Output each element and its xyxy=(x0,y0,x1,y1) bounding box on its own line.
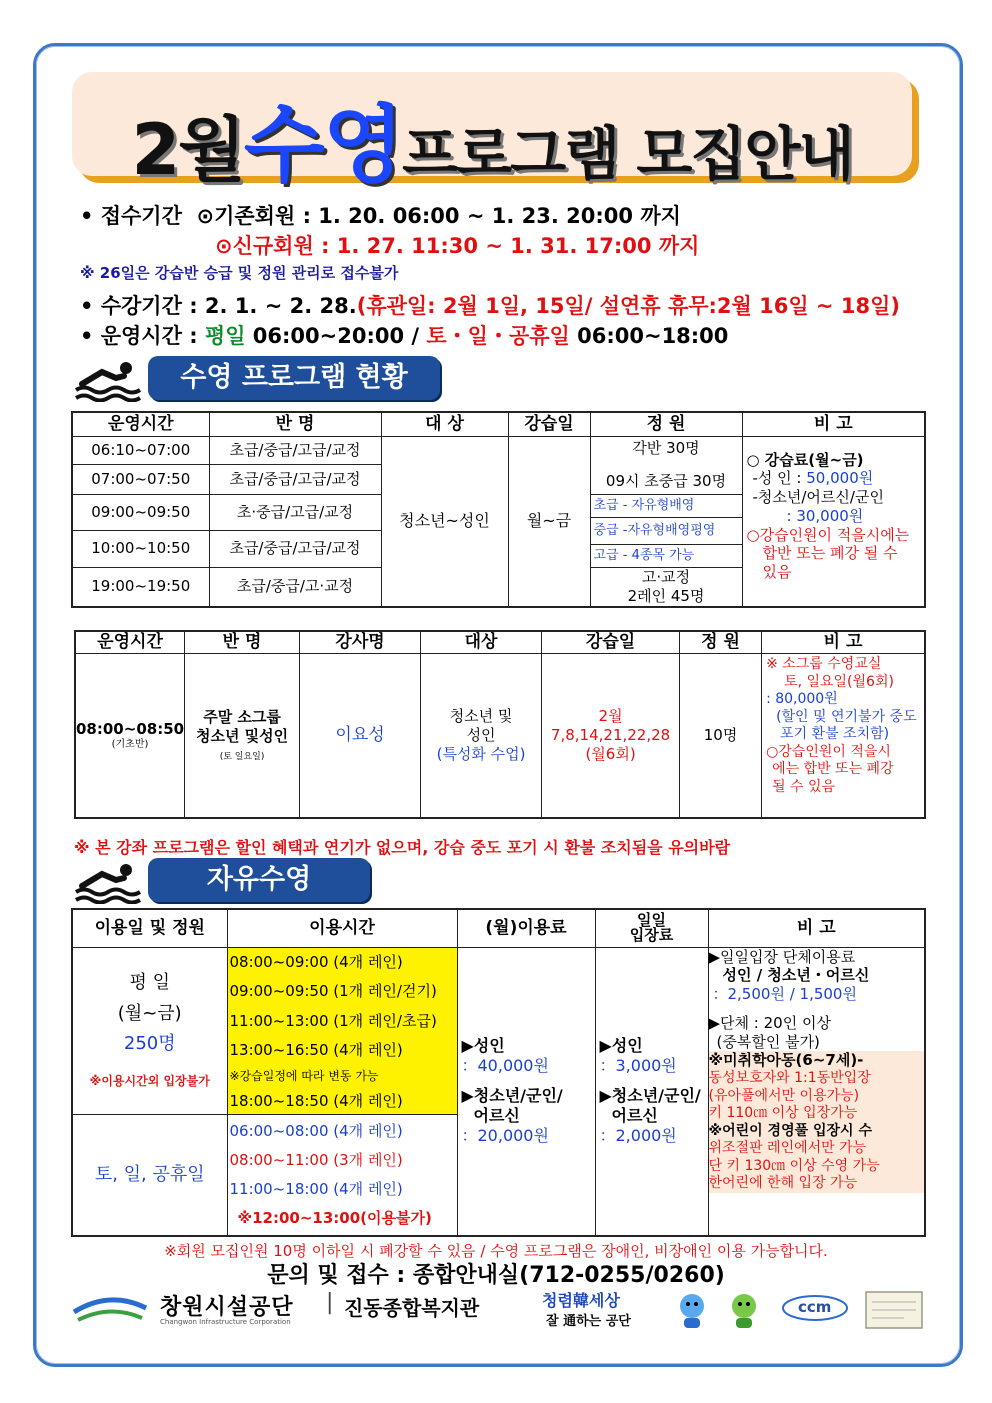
footer-note: ※회원 모집인원 10명 이하일 시 폐강할 수 있음 / 수영 프로그램은 장애인, 비장애인 이용 가능합니다. xyxy=(164,1242,828,1260)
col-target: 대 상 xyxy=(381,412,508,436)
capacity-bottom: 고·교정 2레인 45명 xyxy=(590,567,742,607)
program-table: 운영시간 반 명 대 상 강습일 정 원 비 고 06:10~07:00 초급/중급/고급/교정 청소년~성인 월~금 각반 30명 09시 초중급 30명 ○ 강습료(월~금) -성 인 : 50,000원 -청소년/어르신/군인 : 30,000원 ○강습인원이 적을시에는 합반 또는 폐강 될 수 있음 07:00~07:50 초급/중급/고급/교정 09:00~09:50 초·중급/고급/교정 초급 - 자유형배영 중급 -자유형배영평영 고급 - 4종목 가능 10:00~10:50 초급/중급/고급/교정 19:00~19:50 초급/중급/고·교정 고·교정 2레인 45명 xyxy=(71,411,926,608)
table-row: 07:00~07:50 xyxy=(72,464,209,494)
mascot-green-icon xyxy=(722,1290,766,1330)
monthly-fee: ▶성인 ：40,000원 ▶청소년/군인/ 어르신 ：20,000원 xyxy=(457,947,595,1236)
weekday-cell: 평 일 (월~금) 250명 ※이용시간외 입장불가 xyxy=(72,947,227,1114)
certificate-icon xyxy=(864,1290,924,1330)
section-free-swim: 자유수영 xyxy=(148,858,370,902)
weekend-note: ※ 소그룹 수영교실 토, 일요일(월6회) : 80,000원 (할인 및 연기불가 중도 포기 환불 조치함) ○강습인원이 적을시 에는 합반 또는 폐강 될 수 있음 xyxy=(762,654,925,818)
table-row: 06:10~07:00 xyxy=(72,436,209,464)
col-note: 비 고 xyxy=(742,412,925,436)
capacity-top: 각반 30명 09시 초중급 30명 xyxy=(590,436,742,494)
slogan-sub: 잘 通하는 공단 xyxy=(546,1314,631,1329)
program-note: ○ 강습료(월~금) -성 인 : 50,000원 -청소년/어르신/군인 : 30,000원 ○강습인원이 적을시에는 합반 또는 폐강 될 수 있음 xyxy=(742,436,925,607)
weekend-target: 청소년 및 성인 (특성화 수업) xyxy=(421,654,542,818)
title-banner xyxy=(72,72,912,194)
table-row: 09:00~09:50 xyxy=(72,494,209,531)
days-cell: 월~금 xyxy=(508,436,590,607)
section-program-status: 수영 프로그램 현황 xyxy=(148,356,440,400)
free-swim-table: 이용일 및 정원 이용시간 (월)이용료 일일 입장료 비 고 평 일 (월~금) 250명 ※이용시간외 입장불가 08:00~09:00 (4개 레인) 09:00~09:50 (1개 레인/걷기) 11:00~13:00 (1개 레인/초급) 13:00~16:50 (4개 레인) ※강습일정에 따라 변동 가능 18:00~18:50 (4개 레인) ▶성인 ：40,000원 ▶청소년/군인/ 어르신 ：20,000원 ▶성인 ：3,000원 ▶청소년/군인/ 어르신 ：2,000원 ▶일일입장 단체이용료 성인 / 청소년・어르신 ：2,500원 / 1,500원 ▶단체 : 20인 이상 (중복할인 불가) ※미취학아동(6~7세)- 동성보호자와 1:1동반입장 (유아풀에서만 이용가능) 키 110㎝ 이상 입장가능 ※어린이 경영풀 입장시 수 위조절판 레인에서만 가능 단 키 130㎝ 이상 수영 가능 한어린에 한해 입장 가능 토, 일, 공휴일 06:00~08:00 (4개 레인) 08:00~11:00 (3개 레인) 11:00~18:00 (4개 레인) ※12:00~13:00(이용불가) xyxy=(71,908,926,1237)
operating-hours: • 운영시간 : 평일 06:00~20:00 / 토・일・공휴일 06:00~18:00 xyxy=(80,324,729,348)
org-name: 창원시설공단 xyxy=(160,1295,294,1320)
logo-bar: 창원시설공단 Changwon Infrastructure Corporation | 진동종합복지관 청렴韓세상 잘 通하는 공단 ccm xyxy=(70,1290,940,1332)
weekday-times: 08:00~09:00 (4개 레인) 09:00~09:50 (1개 레인/걷기) 11:00~13:00 (1개 레인/초급) 13:00~16:50 (4개 레인) ※강습일정에 따라 변동 가능 18:00~18:50 (4개 레인) xyxy=(227,947,457,1114)
org-name-en: Changwon Infrastructure Corporation xyxy=(160,1318,291,1326)
course-period: • 수강기간 : 2. 1. ~ 2. 28.(휴관일: 2월 1일, 15일/ 설연휴 휴무:2월 16일 ~ 18일) xyxy=(80,294,900,318)
col-capacity: 정 원 xyxy=(590,412,742,436)
table-row: 19:00~19:50 xyxy=(72,567,209,607)
free-swim-note: ▶일일입장 단체이용료 성인 / 청소년・어르신 ：2,500원 / 1,500원 ▶단체 : 20인 이상 (중복할인 불가) ※미취학아동(6~7세)- 동성보호자와 1:1동반입장 (유아풀에서만 이용가능) 키 110㎝ 이상 입장가능 ※어린이 경영풀 입장시 수 위조절판 레인에서만 가능 단 키 130㎝ 이상 수영 가능 한어린에 한해 입장 가능 xyxy=(708,947,925,1236)
mascot-blue-icon xyxy=(670,1290,714,1330)
weekend-capacity: 10명 xyxy=(680,654,762,818)
weekend-program-table: 운영시간 반 명 강사명 대상 강습일 정 원 비 고 08:00~08:50 (기초반) 주말 소그룹 청소년 및성인 (토 일요일) 이요성 청소년 및 성인 (특성화 수업) 2월 7,8,14,21,22,28 (월6회) 10명 ※ 소그룹 수영교실 토, 일요일(월6회) : 80,000원 (할인 및 연기불가 중도 포기 환불 조치함) ○강습인원이 적을시 에는 합반 또는 폐강 될 수 있음 xyxy=(74,630,926,819)
weekend-class: 주말 소그룹 청소년 및성인 (토 일요일) xyxy=(185,654,300,818)
reg-period-existing: • 접수기간 ⊙기존회원 : 1. 20. 06:00 ~ 1. 23. 20:00 까지 xyxy=(80,204,681,228)
weekend-times: 06:00~08:00 (4개 레인) 08:00~11:00 (3개 레인) 11:00~18:00 (4개 레인) ※12:00~13:00(이용불가) xyxy=(227,1114,457,1236)
col-time: 운영시간 xyxy=(72,412,209,436)
center-name: 진동종합복지관 xyxy=(344,1296,480,1320)
weekend-time: 08:00~08:50 (기초반) xyxy=(75,654,185,818)
warning-text: ※ 본 강좌 프로그램은 할인 혜택과 연기가 없으며, 강습 중도 포기 시 환불 조치됨을 유의바람 xyxy=(74,838,731,857)
table-row: 10:00~10:50 xyxy=(72,531,209,568)
col-class: 반 명 xyxy=(209,412,381,436)
teacher-name: 이요성 xyxy=(300,654,421,818)
slogan: 청렴韓세상 xyxy=(542,1291,620,1310)
contact-info: 문의 및 접수 : 종합안내실(712-0255/0260) xyxy=(267,1263,725,1288)
weekend-days: 2월 7,8,14,21,22,28 (월6회) xyxy=(542,654,680,818)
target-cell: 청소년~성인 xyxy=(381,436,508,607)
reg-period-new: ⊙신규회원 : 1. 27. 11:30 ~ 1. 31. 17:00 까지 xyxy=(215,234,700,258)
swimmer-icon xyxy=(72,358,144,402)
weekend-cell: 토, 일, 공휴일 xyxy=(72,1114,227,1236)
capacity-levels: 초급 - 자유형배영 중급 -자유형배영평영 고급 - 4종목 가능 xyxy=(590,494,742,567)
reg-note: ※ 26일은 강습반 승급 및 정원 관리로 접수불가 xyxy=(80,264,399,282)
city-logo-icon xyxy=(70,1294,150,1328)
page-title: 2월수영프로그램 모집안내 xyxy=(131,96,853,194)
swimmer-icon xyxy=(72,860,144,904)
daily-fee: ▶성인 ：3,000원 ▶청소년/군인/ 어르신 ：2,000원 xyxy=(595,947,708,1236)
col-days: 강습일 xyxy=(508,412,590,436)
